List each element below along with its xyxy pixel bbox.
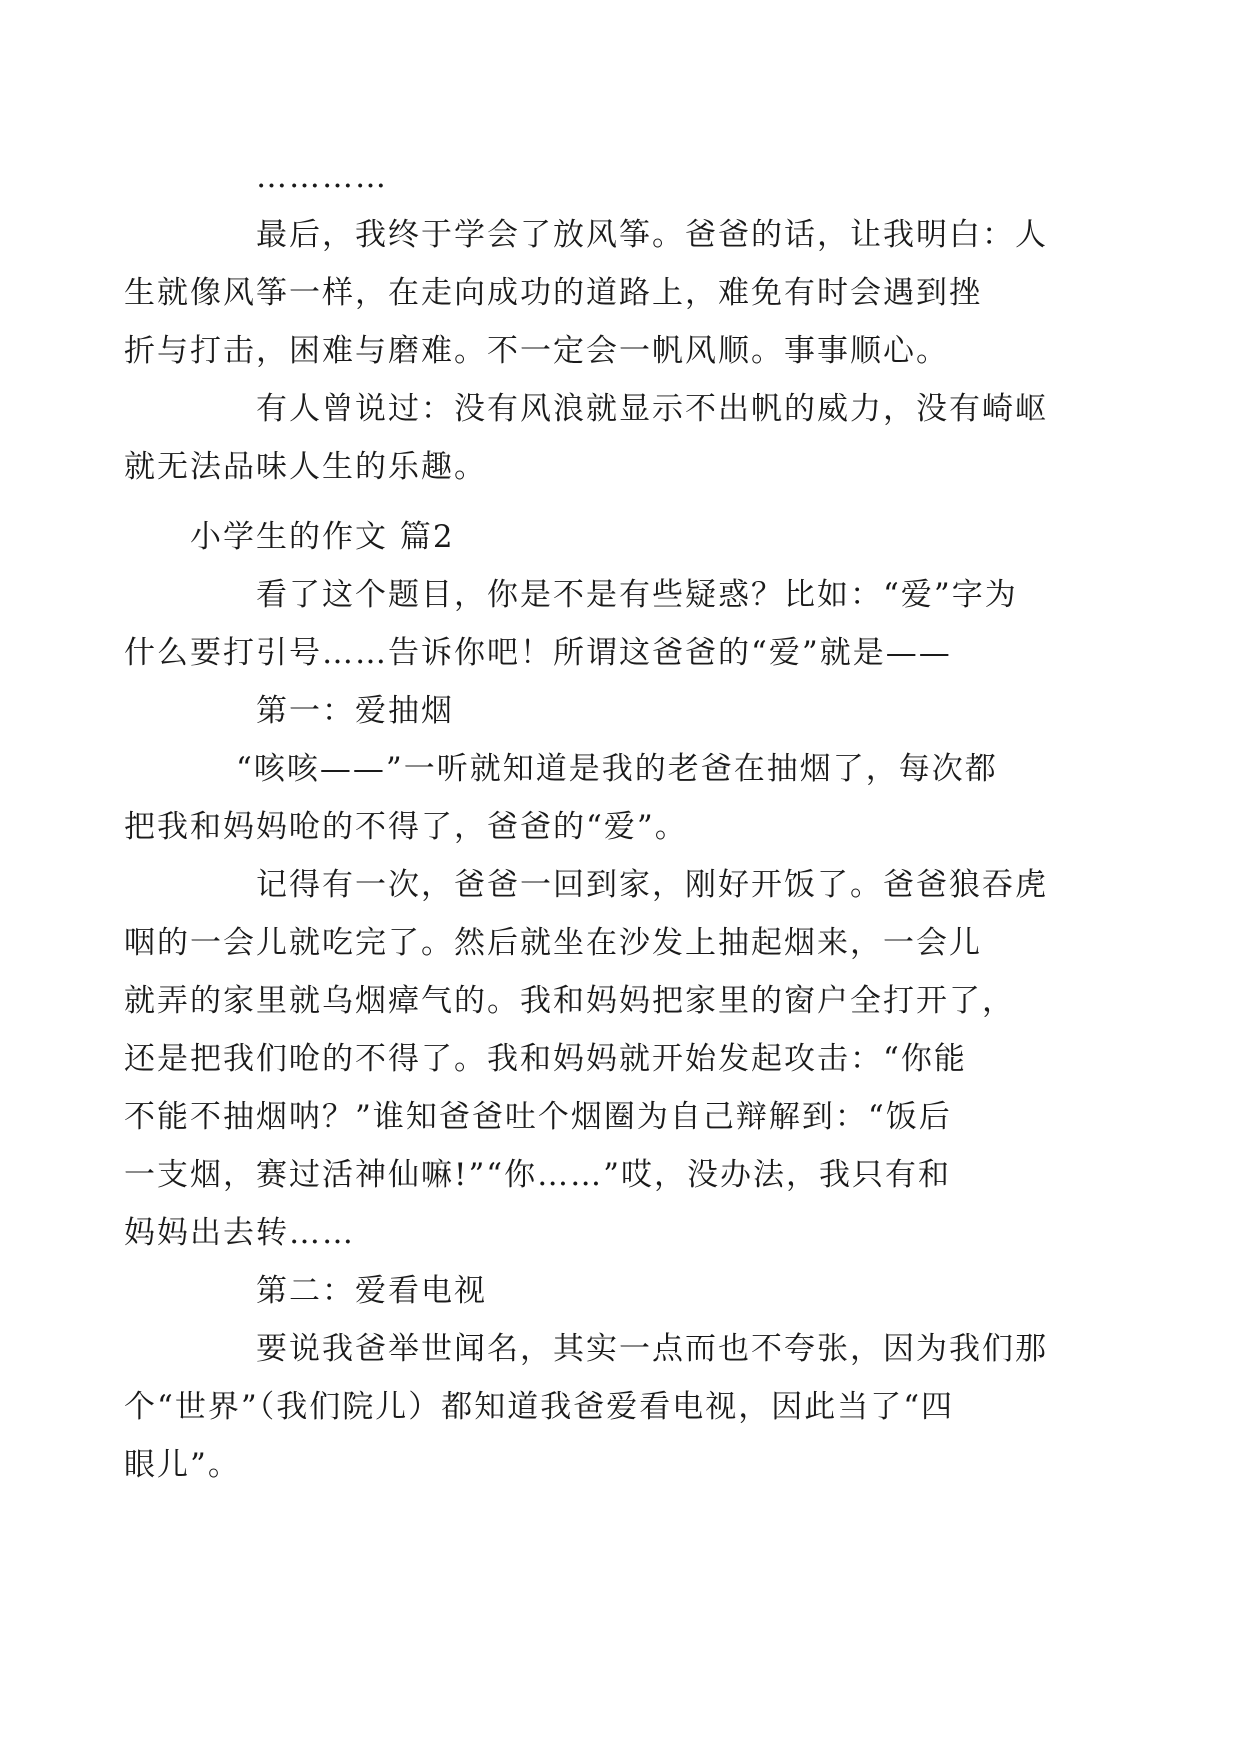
- paragraph: [124, 856, 1052, 1262]
- text-line: 还是把我们呛的不得了。我和妈妈就开始发起攻击：“你能: [124, 1041, 967, 1077]
- section-2: [124, 508, 1052, 1494]
- text-line: 妈妈出去转……: [124, 1215, 355, 1251]
- text-line: 看了这个题目，你是不是有些疑惑？比如：“爱”字为: [256, 577, 1018, 613]
- subheading: [190, 1262, 1052, 1320]
- text-line: “咳咳——”一听就知道是我的老爸在抽烟了，每次都: [236, 751, 998, 787]
- paragraph: [124, 740, 1052, 856]
- text-line: 就弄的家里就乌烟瘴气的。我和妈妈把家里的窗户全打开了，: [124, 983, 1015, 1019]
- text-line: 就无法品味人生的乐趣。: [124, 449, 487, 485]
- text-line: 什么要打引号……告诉你吧！所谓这爸爸的“爱”就是——: [124, 635, 952, 671]
- text-line: 记得有一次，爸爸一回到家，刚好开饭了。爸爸狼吞虎: [256, 867, 1048, 903]
- paragraph: [124, 380, 1052, 496]
- text-line: 眼儿”。: [124, 1447, 241, 1483]
- text-line: 咽的一会儿就吃完了。然后就坐在沙发上抽起烟来，一会儿: [124, 925, 982, 961]
- text-line: 一支烟，赛过活神仙嘛!”“你……”哎，没办法，我只有和: [124, 1157, 951, 1193]
- paragraph: [124, 1320, 1052, 1494]
- text-line: 折与打击，困难与磨难。不一定会一帆风顺。事事顺心。: [124, 333, 949, 369]
- text-line: 第二：爱看电视: [256, 1273, 487, 1309]
- text-line: 生就像风筝一样，在走向成功的道路上，难免有时会遇到挫: [124, 275, 982, 311]
- text-line: 把我和妈妈呛的不得了，爸爸的“爱”。: [124, 809, 688, 845]
- subheading: [190, 682, 1052, 740]
- text-line: 第一：爱抽烟: [256, 693, 454, 729]
- text-line: 不能不抽烟呐？”谁知爸爸吐个烟圈为自己辩解到：“饭后: [124, 1099, 952, 1135]
- section-heading: 小学生的作文 篇2: [190, 519, 455, 555]
- text-line: 最后，我终于学会了放风筝。爸爸的话，让我明白：人: [256, 217, 1048, 253]
- text-line: 有人曾说过：没有风浪就显示不出帆的威力，没有崎岖: [256, 391, 1048, 427]
- text-line: 个“世界”（我们院儿）都知道我爸爱看电视，因此当了“四: [124, 1389, 955, 1425]
- paragraph: [124, 566, 1052, 682]
- ellipsis-line: …………: [256, 159, 388, 195]
- text-line: 要说我爸举世闻名，其实一点而也不夸张，因为我们那: [256, 1331, 1048, 1367]
- section-1: [124, 148, 1052, 496]
- paragraph: [124, 206, 1052, 380]
